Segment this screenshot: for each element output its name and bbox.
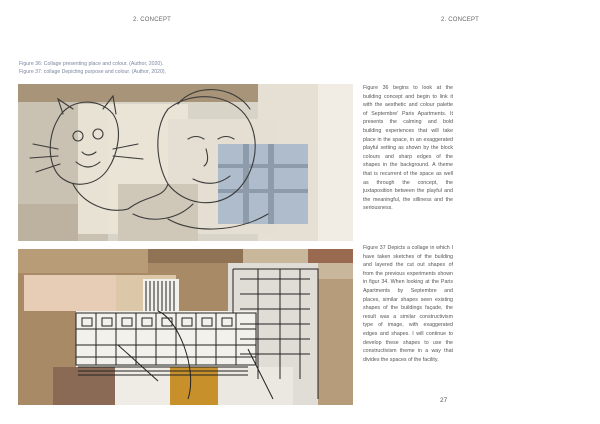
figure-36-collage bbox=[18, 84, 353, 241]
section-header-right: 2. CONCEPT bbox=[441, 17, 480, 23]
section-header-left: 2. CONCEPT bbox=[133, 17, 172, 23]
figure-37-artwork bbox=[18, 249, 353, 405]
figure-37-caption: Figure 37: collage Depicting purpose and colour. (Author, 2020). bbox=[19, 69, 167, 75]
page-number: 27 bbox=[440, 397, 448, 404]
figure-36-artwork bbox=[18, 84, 353, 241]
paragraph-figure-36: Figure 36 begins to look at the building concept and begin to link it with the aesthetic and colour palette of Septembre' Paris Apartments. It presents the calming and bold building experiences that will take place in the space, in an exaggerated playful setting as shown by the block colours and sharp edges of the shapes in the background. A theme that is recurrent of the space as well as through the concept, the juxtaposition between the playful and the meaningful, the silliness and the seriousness. bbox=[363, 85, 453, 212]
paragraph-figure-37: Figure 37 Depicts a collage in which I have taken sketches of the building and layered the cut out shapes of from the previous experiments shown in figur 34. When looking at the Paris Apartments by Septembre and places, similar shapes seen existing shapes of the buildings façade, the result was a similar constructivism type of image, with exaggerated edges and shapes. I will continue to develop these shapes to use the constructivism theme in a way that divides the spaces of the facility. bbox=[363, 245, 453, 363]
figure-36-caption: Figure 36: Collage presenting place and colour. (Author, 2020). bbox=[19, 61, 164, 67]
figure-37-collage bbox=[18, 249, 353, 405]
